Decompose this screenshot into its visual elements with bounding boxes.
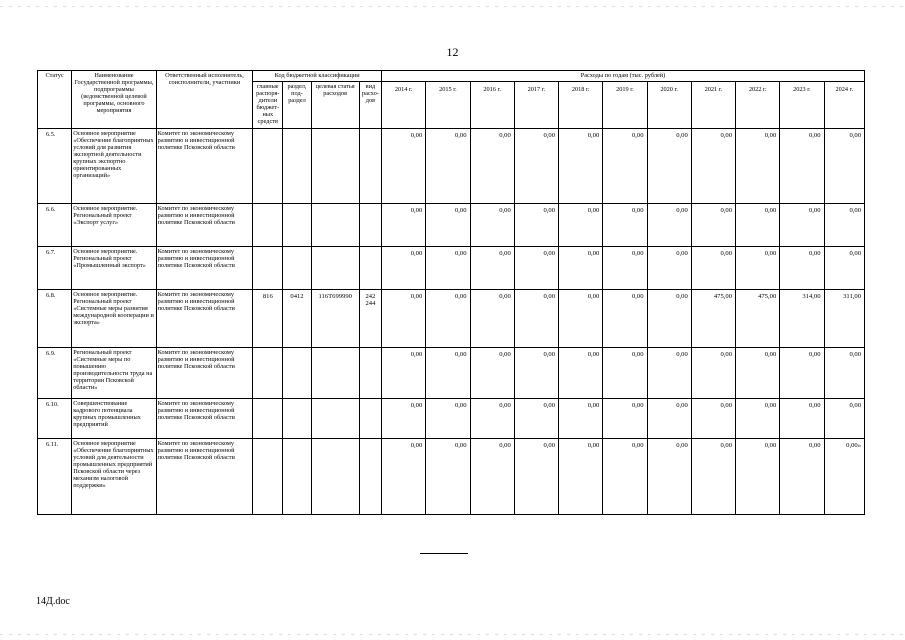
row-year-value: 0,00 [736, 247, 780, 290]
row-year-value: 0,00 [824, 348, 864, 399]
row-section [283, 439, 311, 515]
row-grbs [253, 348, 283, 399]
row-expense-type [359, 348, 381, 399]
row-responsible: Комитет по экономическому развитию и инвестиционной политике Псковской области [156, 348, 253, 399]
row-year-value: 475,00 [736, 290, 780, 348]
row-year-value: 0,00 [736, 129, 780, 204]
row-year-value: 0,00 [426, 399, 470, 439]
header-target-article: целевая статья расходов [311, 82, 359, 129]
row-target-article [311, 204, 359, 247]
row-name: Региональный проект «Системные меры по повышению производительности труда на территории Псковской области» [72, 348, 156, 399]
header-main-manager: главные распоря-дители бюджет-ных средств [253, 82, 283, 129]
row-section: 0412 [283, 290, 311, 348]
header-year: 2020 г. [647, 82, 691, 129]
row-status: 6.11. [38, 439, 72, 515]
row-year-value: 0,00 [780, 129, 824, 204]
row-year-value: 0,00 [514, 348, 558, 399]
row-year-value: 0,00 [426, 247, 470, 290]
row-year-value: 0,00 [559, 129, 603, 204]
header-year: 2014 г. [382, 82, 426, 129]
header-expense-type: вид расхо-дов [359, 82, 381, 129]
budget-table [37, 70, 865, 515]
table-row [38, 204, 865, 247]
row-year-value: 0,00 [736, 399, 780, 439]
row-name: Основное мероприятие. Региональный проект «Промышленный экспорт» [72, 247, 156, 290]
row-year-value: 0,00 [382, 348, 426, 399]
row-year-value: 0,00 [426, 129, 470, 204]
row-year-value: 0,00 [691, 129, 735, 204]
row-year-value: 0,00 [647, 399, 691, 439]
header-year: 2019 г. [603, 82, 647, 129]
header-year: 2021 г. [691, 82, 735, 129]
row-year-value: 0,00 [470, 399, 514, 439]
row-name: Основное мероприятие. Региональный проект «Экспорт услуг» [72, 204, 156, 247]
row-year-value: 0,00 [382, 399, 426, 439]
row-year-value: 0,00 [780, 439, 824, 515]
header-year: 2017 г. [514, 82, 558, 129]
row-year-value: 0,00 [382, 247, 426, 290]
row-year-value: 0,00 [559, 439, 603, 515]
row-year-value: 0,00 [603, 129, 647, 204]
row-year-value: 0,00 [470, 290, 514, 348]
row-expense-type: 242 244 [359, 290, 381, 348]
row-grbs: 816 [253, 290, 283, 348]
footer-filename: 14Д.doc [36, 596, 70, 607]
row-responsible: Комитет по экономическому развитию и инвестиционной политике Псковской области [156, 129, 253, 204]
row-grbs [253, 129, 283, 204]
row-year-value: 0,00 [514, 247, 558, 290]
row-expense-type [359, 399, 381, 439]
header-expenses: Расходы по годам (тыс. рублей) [382, 71, 865, 82]
row-year-value: 0,00 [691, 348, 735, 399]
row-expense-type [359, 247, 381, 290]
row-year-value: 0,00 [780, 247, 824, 290]
table-row [38, 348, 865, 399]
row-year-value: 0,00 [603, 204, 647, 247]
row-year-value: 0,00 [426, 290, 470, 348]
row-year-value: 0,00 [780, 399, 824, 439]
row-year-value: 0,00 [824, 399, 864, 439]
table-row [38, 439, 865, 515]
header-section: раздел, под-раздел [283, 82, 311, 129]
row-year-value: 475,00 [691, 290, 735, 348]
row-responsible: Комитет по экономическому развитию и инвестиционной политике Псковской области [156, 399, 253, 439]
table-row [38, 247, 865, 290]
row-year-value: 0,00 [603, 439, 647, 515]
row-year-value: 0,00 [514, 439, 558, 515]
row-status: 6.8. [38, 290, 72, 348]
row-name: Основное мероприятие «Обеспечение благоприятных условий для деятельности промышленных предприятий Псковской области через механизм налоговой поддержки» [72, 439, 156, 515]
row-year-value: 0,00 [647, 247, 691, 290]
row-section [283, 204, 311, 247]
row-responsible: Комитет по экономическому развитию и инвестиционной политике Псковской области [156, 439, 253, 515]
row-name: Совершенствование кадрового потенциала крупных промышленных предприятий [72, 399, 156, 439]
row-name: Основное мероприятие «Обеспечение благоприятных условий для развития экспортной деятельности крупных экспортно ориентированных организаций» [72, 129, 156, 204]
header-year: 2023 г. [780, 82, 824, 129]
scan-artifact-bottom [0, 634, 905, 635]
row-year-value: 0,00 [470, 348, 514, 399]
row-year-value: 0,00 [559, 247, 603, 290]
header-year: 2022 г. [736, 82, 780, 129]
row-year-value: 0,00 [824, 129, 864, 204]
row-year-value: 0,00 [382, 129, 426, 204]
row-grbs [253, 439, 283, 515]
row-target-article: 116T699990 [311, 290, 359, 348]
row-year-value: 0,00 [647, 129, 691, 204]
row-year-value: 0,00 [780, 204, 824, 247]
row-year-value: 0,00 [736, 439, 780, 515]
row-expense-type [359, 439, 381, 515]
row-target-article [311, 439, 359, 515]
row-year-value: 0,00 [470, 439, 514, 515]
table-row [38, 129, 865, 204]
header-year: 2018 г. [559, 82, 603, 129]
row-year-value: 0,00 [559, 204, 603, 247]
row-year-value: 0,00 [603, 247, 647, 290]
row-target-article [311, 399, 359, 439]
row-year-value: 0,00 [647, 348, 691, 399]
row-year-value: 0,00 [426, 204, 470, 247]
row-year-value: 0,00 [824, 247, 864, 290]
header-name: Наименование Государственной программы, подпрограммы (ведомственной целевой программы, основного мероприятия [72, 71, 156, 129]
row-year-value: 0,00 [426, 348, 470, 399]
row-year-value: 0,00 [603, 399, 647, 439]
row-year-value: 0,00 [647, 290, 691, 348]
row-year-value: 0,00 [514, 129, 558, 204]
row-year-value: 0,00 [736, 348, 780, 399]
row-year-value: 0,00 [426, 439, 470, 515]
row-status: 6.10. [38, 399, 72, 439]
row-status: 6.6. [38, 204, 72, 247]
header-status: Статус [38, 71, 72, 129]
row-year-value: 0,00 [736, 204, 780, 247]
row-year-value: 0,00 [559, 348, 603, 399]
row-section [283, 247, 311, 290]
row-year-value: 0,00 [514, 204, 558, 247]
row-year-value: 0,00 [647, 204, 691, 247]
table-row [38, 290, 865, 348]
row-responsible: Комитет по экономическому развитию и инвестиционной политике Псковской области [156, 290, 253, 348]
row-year-value: 0,00 [470, 204, 514, 247]
row-expense-type [359, 204, 381, 247]
row-grbs [253, 399, 283, 439]
row-section [283, 129, 311, 204]
row-target-article [311, 129, 359, 204]
header-year: 2024 г. [824, 82, 864, 129]
row-target-article [311, 247, 359, 290]
header-year: 2015 г. [426, 82, 470, 129]
row-year-value: 0,00 [824, 204, 864, 247]
row-name: Основное мероприятие. Региональный проект «Системные меры развития международной кооперации и экспорта» [72, 290, 156, 348]
row-section [283, 399, 311, 439]
header-budget-code: Код бюджетной классификации [253, 71, 382, 82]
row-year-value: 0,00 [691, 439, 735, 515]
row-year-value: 0,00 [647, 439, 691, 515]
page-number: 12 [446, 45, 459, 59]
row-year-value: 0,00» [824, 439, 864, 515]
row-year-value: 311,00 [824, 290, 864, 348]
row-target-article [311, 348, 359, 399]
row-expense-type [359, 129, 381, 204]
row-year-value: 0,00 [382, 290, 426, 348]
row-year-value: 0,00 [603, 290, 647, 348]
row-year-value: 0,00 [559, 399, 603, 439]
row-grbs [253, 204, 283, 247]
scan-artifact-top [0, 6, 905, 7]
row-year-value: 0,00 [691, 399, 735, 439]
closing-divider [420, 553, 468, 554]
row-year-value: 0,00 [780, 348, 824, 399]
row-responsible: Комитет по экономическому развитию и инвестиционной политике Псковской области [156, 247, 253, 290]
table-row [38, 399, 865, 439]
row-year-value: 314,00 [780, 290, 824, 348]
header-year: 2016 г. [470, 82, 514, 129]
row-year-value: 0,00 [382, 439, 426, 515]
row-year-value: 0,00 [691, 204, 735, 247]
row-section [283, 348, 311, 399]
row-year-value: 0,00 [382, 204, 426, 247]
row-year-value: 0,00 [514, 290, 558, 348]
row-year-value: 0,00 [470, 247, 514, 290]
row-year-value: 0,00 [559, 290, 603, 348]
header-responsible: Ответственный исполнитель, соисполнители, участники [156, 71, 253, 129]
row-status: 6.7. [38, 247, 72, 290]
row-status: 6.9. [38, 348, 72, 399]
row-year-value: 0,00 [514, 399, 558, 439]
row-grbs [253, 247, 283, 290]
row-year-value: 0,00 [470, 129, 514, 204]
row-year-value: 0,00 [691, 247, 735, 290]
row-status: 6.5. [38, 129, 72, 204]
row-year-value: 0,00 [603, 348, 647, 399]
row-responsible: Комитет по экономическому развитию и инвестиционной политике Псковской области [156, 204, 253, 247]
